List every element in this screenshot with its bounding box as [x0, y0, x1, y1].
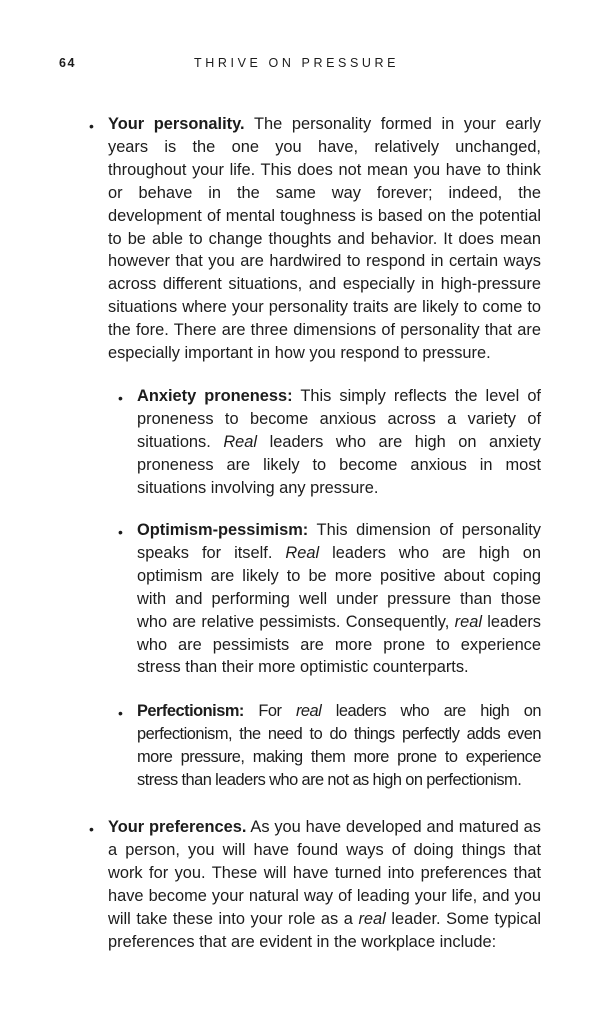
list-item-optimism-pessimism — [137, 519, 541, 679]
item-body: leader. Some typical preferences that are evident in the workplace include: — [108, 909, 541, 951]
item-body: The personality formed in your early years is the one you have, relatively unchanged, throughout your life. This does not mean you have to think or behave in the same way forever; indeed, the development of mental toughness is based on the potential to be able to change thoughts and behavior. It does mean however that you are hardwired to respond in certain ways across different situations, and especially in high-pressure situations where your personality traits are likely to come to the fore. There are three dimensions of personality that are especially important in how you respond to pressure. — [108, 115, 542, 363]
page-number: 64 — [59, 56, 76, 70]
item-title: Perfectionism: — [137, 702, 244, 720]
item-body: For — [243, 702, 296, 720]
bullet-icon: • — [118, 390, 123, 406]
list-item-anxiety-proneness — [137, 385, 541, 500]
item-title: Your preferences. — [108, 818, 247, 836]
italic-real: Real — [223, 432, 258, 451]
item-title: Optimism-pessimism: — [137, 521, 309, 539]
running-head: THRIVE ON PRESSURE — [194, 56, 400, 70]
page-header — [0, 56, 600, 72]
italic-real: Real — [285, 543, 320, 562]
list-item-perfectionism — [137, 700, 541, 792]
item-body: leaders who are high on optimism are likely to be more positive about coping with and performing well under pressure than those who are relative pessimists. Consequently, — [137, 543, 541, 631]
italic-real: real — [358, 909, 386, 928]
item-body: As you have developed and matured as a person, you will have found ways of doing things that work for you. These will have turned into preferences that have become your natural way of leading your life, and you will take these into your role as a — [108, 818, 541, 928]
item-title: Your personality. — [108, 115, 245, 133]
bullet-icon: • — [118, 705, 123, 721]
bullet-icon: • — [89, 118, 94, 134]
list-item-personality — [108, 113, 541, 365]
item-body: This simply reflects the level of proneness to become anxious across a variety of situations. — [137, 387, 541, 451]
item-body: This dimension of personality speaks for itself. — [137, 521, 541, 562]
item-body: leaders who are high on perfectionism, the need to do things perfectly adds even more pressure, making them more prone to experience stress than leaders who are not as high on perfectionism. — [137, 702, 541, 789]
item-title: Anxiety proneness: — [137, 387, 293, 405]
italic-real: real — [295, 702, 322, 720]
bullet-icon: • — [89, 821, 94, 837]
item-body: leaders who are high on anxiety proneness are likely to become anxious in most situations involving any pressure. — [137, 432, 541, 497]
item-body: leaders who are pessimists are more prone to experience stress than their more optimistic counterparts. — [137, 612, 542, 677]
list-item-preferences — [108, 816, 541, 953]
italic-real: real — [454, 612, 482, 631]
bullet-icon: • — [118, 524, 123, 540]
